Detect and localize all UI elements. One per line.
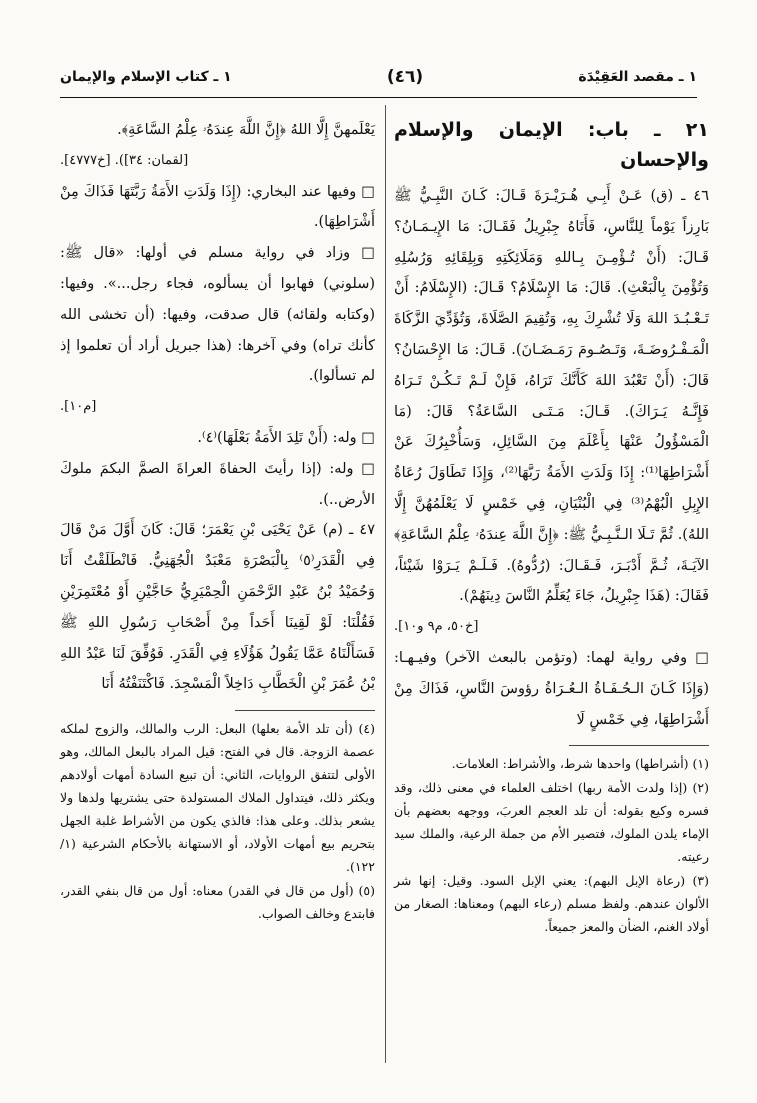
header-book-title: ١ ـ كتاب الإسلام والإيمان: [60, 69, 232, 85]
header-rule: [60, 97, 697, 98]
footnote-2: (٢) (إذا ولدت الأمة ربها) اختلف العلماء في معنى ذلك، وقد فسره وكيع بقوله: أن تلد العجم العربَ، ووجهه بعضهم بأن الإماء يلدن الملوك، فتصير الأم من جملة الرعية، والملك سيد رعيته.: [394, 780, 709, 865]
left-footnotes: [60, 717, 375, 926]
left-column-body: [60, 115, 375, 700]
footnote-separator: [569, 745, 709, 746]
hadith-46-source: [خ٥٠، م٩ و١٠].: [394, 619, 479, 635]
footnote-3: (٣) (رعاة الإبل البهم): يعني الإبل السود. وقيل: إنها شر الألوان عندهم. ولفظ مسلم (رعاء البهم) ومعناها: الصغار من أولاد الغنم، الضأن والمعز جميعاً.: [394, 873, 709, 935]
continuation-source: [لقمان: ٣٤]). [خ٤٧٧٧].: [60, 152, 189, 168]
column-divider: [385, 105, 386, 1063]
hadith-46-variant: □ وفي رواية لهما: (وتؤمن بالبعث الآخر) وفيـهـا: (وَإِذَا كَـانَ الـحُـفَـاةُ الـعُـرَاةُ رؤوسَ النَّاسِ، فَذَاكَ مِنْ أَشْرَاطِهَا، فِي خَمْسٍ لَا: [394, 649, 709, 728]
right-footnotes: [394, 752, 709, 939]
header-section-title: ١ ـ مقصد العَقِيْدَة: [578, 69, 697, 85]
footnote-5: (٥) (أول من قال في القدر) معناه: أول من قال بنفي القدر، فابتدع وخالف الصواب.: [60, 883, 375, 922]
hadith-47: ٤٧ ـ (م) عَنْ يَحْيَى بْنِ يَعْمَرَ؛ قَالَ: كَانَ أَوَّلَ مَنْ قَالَ فِي الْقَدَرِ⁽٥⁾ بِالْبَصْرَةِ مَعْبَدٌ الْجُهَنِيُّ. فَانْطَلَقْتُ أَنَا وَحُمَيْدُ بْنُ عَبْدِ الرَّحْمَنِ الْحِمْيَرِيُّ حَاجَّيْنِ أَوْ مُعْتَمِرَيْنِ فَقُلْنَا: لَوْ لَقِينَا أَحَداً مِنْ أَصْحَابِ رَسُولِ اللهِ ﷺ فَسَأَلْنَاهُ عَمَّا يَقُولُ هَؤُلَاءِ فِي الْقَدَرِ. فَوُفِّقَ لَنَا عَبْدُ اللهِ بْنُ عُمَرَ بْنِ الْخَطَّابِ دَاخِلاً الْمَسْجِدَ. فَاكْتَنَفْتُهُ أَنَا: [60, 522, 375, 693]
hadith-46: ٤٦ ـ (ق) عَـنْ أَبِـي هُـرَيْـرَةَ قَـالَ: كَـانَ النَّبِـيُّ ﷺ بَارِزاً يَوْماً لِلنَّاسِ، فَأَتَاهُ جِبْرِيلُ فَقَـالَ: مَا الإِيـمَـانُ؟ قَـالَ: (أَنْ تُـؤْمِـنَ بِـاللهِ وَمَلَائِكَتِهِ وَبِلِقَائِهِ وَرُسُلِهِ وَتُؤْمِنَ بِالْبَعْثِ). قَالَ: مَا الإِسْلَامُ؟ قَـالَ: (الإِسْلَامُ: أَنْ تَـعْـبُـدَ اللهَ وَلَا تُشْرِكَ بِهِ، وَتُقِيمَ الصَّلَاةَ، وَتُؤَدِّيَ الزَّكَاةَ الْمَـفْـرُوضَـةَ، وَتَـصُـومَ رَمَـضَـانَ). قَـالَ: مَا الإِحْسَانُ؟ قَالَ: (أَنْ تَعْبُدَ اللهَ كَأَنَّكَ تَرَاهُ، فَإِنْ لَـمْ تَـكُـنْ تَـرَاهُ فَإِنَّـهُ يَـرَاكَ). قَـالَ: مَـتَـى السَّاعَةُ؟ قَالَ: (مَا الْمَسْؤُولُ عَنْهَا بِأَعْلَمَ مِنَ السَّائِلِ، وَسَأُخْبِرُكَ عَنْ أَشْرَاطِهَا⁽¹⁾: إِذَا وَلَدَتِ الأَمَةُ رَبَّهَا⁽²⁾، وَإِذَا تَطَاوَلَ رُعَاةُ الإِبِلِ الْبُهْمُ⁽³⁾ فِي الْبُنْيَانِ، فِي خَمْسٍ لَا يَعْلَمُهُنَّ إِلَّا اللهُ). ثُمَّ تَـلَا الـنَّـبِـيُّ ﷺ: ﴿إِنَّ اللَّهَ عِندَهُۥ عِلْمُ السَّاعَةِ﴾ الآيَـةَ، ثُـمَّ أَدْبَـرَ، فَـقَـالَ: (رُدُّوهُ). فَـلَـمْ يَـرَوْا شَيْئاً، فَقَالَ: (هَذَا جِبْرِيلُ، جَاءَ يُعَلِّمُ النَّاسَ دِينَهُمْ).: [394, 188, 710, 605]
right-column: [394, 115, 709, 1065]
muslim-variant-source: [م١٠].: [60, 399, 97, 415]
left-column: [60, 115, 375, 1065]
page-header: [60, 62, 697, 92]
continuation-text: يَعْلَمهنَّ إِلَّا اللهُ ﴿إِنَّ اللَّهَ عِندَهُۥ عِلْمُ السَّاعَةِ﴾.: [117, 122, 375, 138]
page-number: (٤٦): [386, 67, 424, 87]
footnote-4: (٤) (أن تلد الأمة بعلها) البعل: الرب والمالك، والزوج لملكه عصمة الزوجة. قال في الفتح: قيل المراد بالبعل المالك، وهو الأولى لتتفق الروايات، الثاني: أن تبيع السادة أمهات أولادهم ويكثر ذلك، فيتداول الملاك المستولدة حتى يشتريها ولدها ولا يشعر بذلك. وعلى هذا: فالذي يكون من الأشراط غلبة الجهل بتحريم بيع أمهات الأولاد، أو الاستهانة بالأحكام الشرعية (١/ ١٢٢).: [60, 721, 375, 875]
variant-bilaha: □ وله: (أَنْ تَلِدَ الأَمَةُ بَعْلَهَا)⁽٤⁾.: [197, 429, 375, 446]
variant-hufat: □ وله: (إذا رأيتَ الحفاةَ العراةَ الصمَّ البكمَ ملوكَ الأرض..).: [60, 460, 375, 508]
bukhari-variant: □ وفيها عند البخاري: (إِذَا وَلَدَتِ الأَمَةُ رَبَّتَهَا فَذَاكَ مِنْ أَشْرَاطِهَا).: [60, 183, 375, 231]
chapter-title: ٢١ ـ باب: الإيمان والإسلام والإحسان: [394, 119, 709, 171]
footnote-1: (١) (أشراطها) واحدها شرط، والأشراط: العلامات.: [451, 756, 709, 772]
footnote-separator-left: [235, 710, 375, 711]
right-column-body: [394, 115, 709, 735]
muslim-variant: □ وزاد في رواية مسلم في أولها: «قال ﷺ: (سلوني) فهابوا أن يسألوه، فجاء رجل...». وفيها: (وكتابه ولقائه) قال صدقت، وفيها: (أن تخشى الله كأنك تراه) وفي آخرها: (هذا جبريل أراد أن تعلموا إذ لم تسألوا).: [60, 245, 375, 385]
